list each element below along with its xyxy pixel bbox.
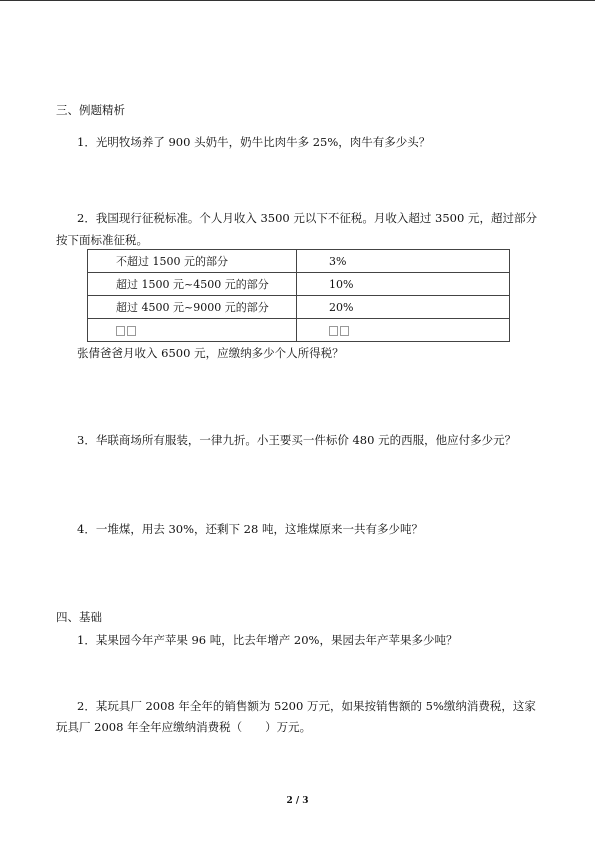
example-question-2-line-1: 2．我国现行征税标准。个人月收入 3500 元以下不征税。月收入超过 3500 元，超过部分 [77, 211, 537, 225]
page-number: 2 / 3 [286, 796, 309, 806]
example-question-2-ask: 张倩爸爸月收入 6500 元，应缴纳多少个人所得税？ [77, 346, 344, 360]
example-question-2-line-2: 按下面标准征税。 [56, 233, 148, 247]
section-3-heading: 三、例题精析 [56, 103, 125, 117]
table-row [88, 250, 510, 273]
table-row [88, 319, 510, 342]
basic-question-1: 1．某果园今年产苹果 96 吨，比去年增产 20%，果园去年产苹果多少吨？ [77, 633, 458, 647]
tax-range-cell: 超过 1500 元~4500 元的部分 [88, 273, 297, 296]
top-border-line [0, 0, 595, 1]
empty-cell [297, 319, 510, 342]
tax-range-cell: 不超过 1500 元的部分 [88, 250, 297, 273]
empty-cell [88, 319, 297, 342]
placeholder-box-icon [340, 326, 349, 336]
placeholder-box-icon [127, 326, 136, 336]
tax-rate-table [87, 249, 510, 342]
table-row [88, 296, 510, 319]
placeholder-box-icon [116, 326, 125, 336]
basic-question-2-line-2: 玩具厂 2008 年全年应缴纳消费税（ ）万元。 [56, 720, 312, 734]
tax-range-cell: 超过 4500 元~9000 元的部分 [88, 296, 297, 319]
example-question-4: 4．一堆煤，用去 30%，还剩下 28 吨，这堆煤原来一共有多少吨？ [77, 522, 423, 536]
example-question-1: 1．光明牧场养了 900 头奶牛，奶牛比肉牛多 25%，肉牛有多少头？ [77, 135, 431, 149]
tax-rate-cell: 20% [297, 296, 510, 319]
placeholder-box-icon [329, 326, 338, 336]
section-4-heading: 四、基础 [56, 610, 102, 624]
table-row [88, 273, 510, 296]
tax-rate-cell: 3% [297, 250, 510, 273]
tax-rate-cell: 10% [297, 273, 510, 296]
basic-question-2-line-1: 2．某玩具厂 2008 年全年的销售额为 5200 万元，如果按销售额的 5%缴纳消费税，这家 [77, 699, 536, 713]
example-question-3: 3．华联商场所有服装，一律九折。小王要买一件标价 480 元的西服，他应付多少元？ [77, 433, 517, 447]
